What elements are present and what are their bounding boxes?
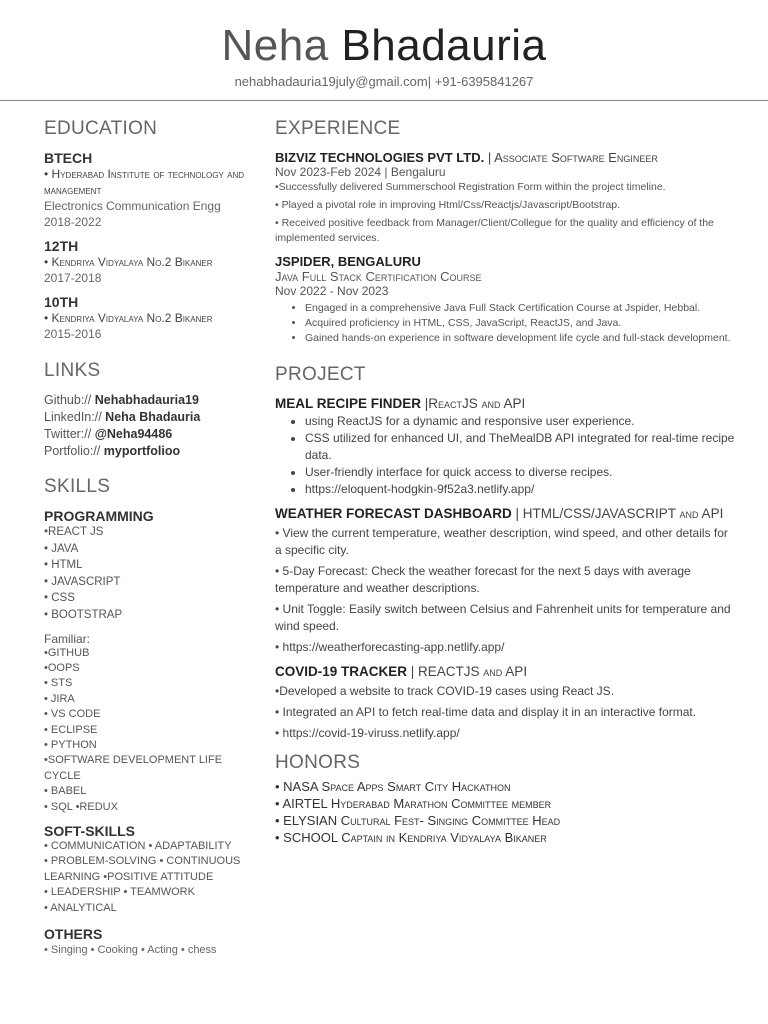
company-name: JSPIDER, BENGALURU xyxy=(275,254,421,269)
project-point: • User-friendly interface for quick access to diverse recipes. xyxy=(305,464,735,481)
project-tech: | REACTJS and API xyxy=(410,664,528,679)
skill-item: • LEADERSHIP • TEAMWORK xyxy=(44,886,195,899)
job-point: • Engaged in a comprehensive Java Full Stack Certification Course at Jspider, Hebbal. xyxy=(305,301,735,316)
contact-line: nehabhadauria19july@gmail.com| +91-6395841267 xyxy=(234,74,534,89)
project-link[interactable]: • https://covid-19-viruss.netlify.app/ xyxy=(275,726,460,740)
skill-item: • JIRA xyxy=(44,692,75,705)
school-name: • Kendriya Vidyalaya No.2 Bikaner xyxy=(44,311,213,325)
skill-item: • PYTHON xyxy=(44,739,97,751)
skill-item: • COMMUNICATION • ADAPTABILITY xyxy=(44,840,232,853)
skill-item: • CSS xyxy=(44,592,75,605)
link-linkedin[interactable]: LinkedIn:// Neha Bhadauria xyxy=(44,410,201,424)
skill-item: • JAVA xyxy=(44,542,79,555)
links-heading: LINKS xyxy=(44,360,101,381)
left-column xyxy=(44,118,259,958)
links-list xyxy=(44,392,259,460)
honors-heading: HONORS xyxy=(275,752,361,773)
project-points xyxy=(275,413,735,498)
familiar-skills xyxy=(44,646,259,815)
experience-heading: EXPERIENCE xyxy=(275,118,401,139)
candidate-name xyxy=(0,22,768,70)
job-dates: Nov 2022 - Nov 2023 xyxy=(275,284,389,298)
skill-item: •OOPS xyxy=(44,661,80,674)
project-item xyxy=(275,396,735,498)
job-dates: Nov 2023-Feb 2024 | Bengaluru xyxy=(275,165,446,179)
project-title: WEATHER FORECAST DASHBOARD | HTML/CSS/JAVASCRIPT and API xyxy=(275,506,724,521)
experience-item xyxy=(275,150,735,246)
skill-item: • ECLIPSE xyxy=(44,723,98,736)
skill-item: • HTML xyxy=(44,559,83,572)
skill-item: • PROBLEM-SOLVING • CONTINUOUS LEARNING •POSITIVE ATTITUDE xyxy=(44,855,241,883)
education-years: 2018-2022 xyxy=(44,215,102,229)
job-point: • Gained hands-on experience in software development life cycle and full-stack development. xyxy=(305,331,735,346)
programming-heading: PROGRAMMING xyxy=(44,508,154,524)
skill-item: • BOOTSTRAP xyxy=(44,608,123,621)
education-years: 2017-2018 xyxy=(44,271,102,285)
skill-item: • BABEL xyxy=(44,785,87,798)
honors-list xyxy=(275,778,735,846)
honor-item: • NASA Space Apps Smart City Hackathon xyxy=(275,779,511,794)
job-points xyxy=(275,301,735,346)
project-point: • Unit Toggle: Easily switch between Celsius and Fahrenheit units for temperature and wind speed. xyxy=(275,602,731,633)
link-github[interactable]: Github:// Nehabhadauria19 xyxy=(44,393,199,407)
education-years: 2015-2016 xyxy=(44,327,102,341)
degree-title: BTECH xyxy=(44,150,93,166)
project-item xyxy=(275,506,735,656)
project-point: • Integrated an API to fetch real-time data and display it in an interactive format. xyxy=(275,705,697,719)
programming-skills xyxy=(44,524,259,624)
skill-item: •GITHUB xyxy=(44,646,90,659)
project-point: • 5-Day Forecast: Check the weather forecast for the next 5 days with average temperature and weather descriptions. xyxy=(275,564,691,595)
degree-title: 10TH xyxy=(44,294,79,310)
project-tech: |ReactJS and API xyxy=(424,396,526,411)
education-item xyxy=(44,150,259,230)
honor-item: • AIRTEL Hyderabad Marathon Committee member xyxy=(275,796,552,811)
first-name: Neha xyxy=(221,21,329,70)
project-title: COVID-19 TRACKER | REACTJS and API xyxy=(275,664,528,679)
job-title xyxy=(275,150,735,165)
honor-item: • ELYSIAN Cultural Fest- Singing Committee Head xyxy=(275,813,561,828)
skill-item: •REACT JS xyxy=(44,526,104,538)
course-name: Java Full Stack Certification Course xyxy=(275,269,482,284)
job-point: •Successfully delivered Summerschool Registration Form within the project timeline. xyxy=(275,181,666,193)
familiar-heading: Familiar: xyxy=(44,631,91,646)
honor-item: • SCHOOL Captain in Kendriya Vidyalaya Bikaner xyxy=(275,830,547,845)
company-name: BIZVIZ TECHNOLOGIES PVT LTD. xyxy=(275,150,485,165)
soft-skills-heading: SOFT-SKILLS xyxy=(44,823,135,840)
job-role: | Associate Software Engineer xyxy=(487,150,658,165)
header-divider xyxy=(0,100,768,101)
right-column xyxy=(275,118,735,846)
project-tech: | HTML/CSS/JAVASCRIPT and API xyxy=(515,506,724,521)
project-point: •Developed a website to track COVID-19 cases using React JS. xyxy=(275,684,615,698)
education-item xyxy=(44,294,259,342)
project-point: • View the current temperature, weather description, wind speed, and other details for a specific city. xyxy=(275,526,728,557)
skill-item: • STS xyxy=(44,677,73,690)
project-point: • using ReactJS for a dynamic and responsive user experience. xyxy=(305,413,735,430)
job-point: • Received positive feedback from Manager/Client/Collegue for the quality and efficiency of the implemented services. xyxy=(275,217,714,244)
project-point: • CSS utilized for enhanced UI, and TheMealDB API integrated for real-time recipe data. xyxy=(305,430,735,464)
soft-skills xyxy=(44,839,259,916)
job-point: • Played a pivotal role in improving Html/Css/Reactjs/Javascript/Bootstrap. xyxy=(275,199,621,211)
school-name: • Kendriya Vidyalaya No.2 Bikaner xyxy=(44,255,213,269)
skill-item: • SQL •REDUX xyxy=(44,800,118,813)
school-name: • Hyderabad Institute of technology and management xyxy=(44,167,244,197)
branch-name: Electronics Communication Engg xyxy=(44,199,221,213)
project-title: MEAL RECIPE FINDER |ReactJS and API xyxy=(275,396,526,411)
skills-heading: SKILLS xyxy=(44,476,111,497)
degree-title: 12TH xyxy=(44,238,79,254)
last-name: Bhadauria xyxy=(341,21,547,70)
skill-item: • JAVASCRIPT xyxy=(44,575,121,588)
resume-header xyxy=(0,22,768,89)
project-link[interactable]: • https://eloquent-hodgkin-9f52a3.netlify.app/ xyxy=(305,481,735,498)
others-heading: OTHERS xyxy=(44,926,103,943)
link-twitter[interactable]: Twitter:// @Neha94486 xyxy=(44,427,173,441)
education-item xyxy=(44,238,259,286)
others-list: • Singing • Cooking • Acting • chess xyxy=(44,944,217,957)
link-portfolio[interactable]: Portfolio:// myportfolioo xyxy=(44,444,181,458)
job-point: • Acquired proficiency in HTML, CSS, JavaScript, ReactJS, and Java. xyxy=(305,316,735,331)
project-heading: PROJECT xyxy=(275,364,366,385)
experience-item xyxy=(275,254,735,346)
project-link[interactable]: • https://weatherforecasting-app.netlify.app/ xyxy=(275,640,505,654)
skill-item: • VS CODE xyxy=(44,708,101,721)
education-heading: EDUCATION xyxy=(44,118,158,139)
skill-item: • ANALYTICAL xyxy=(44,901,117,914)
project-item xyxy=(275,664,735,742)
skill-item: •SOFTWARE DEVELOPMENT LIFE CYCLE xyxy=(44,754,223,782)
